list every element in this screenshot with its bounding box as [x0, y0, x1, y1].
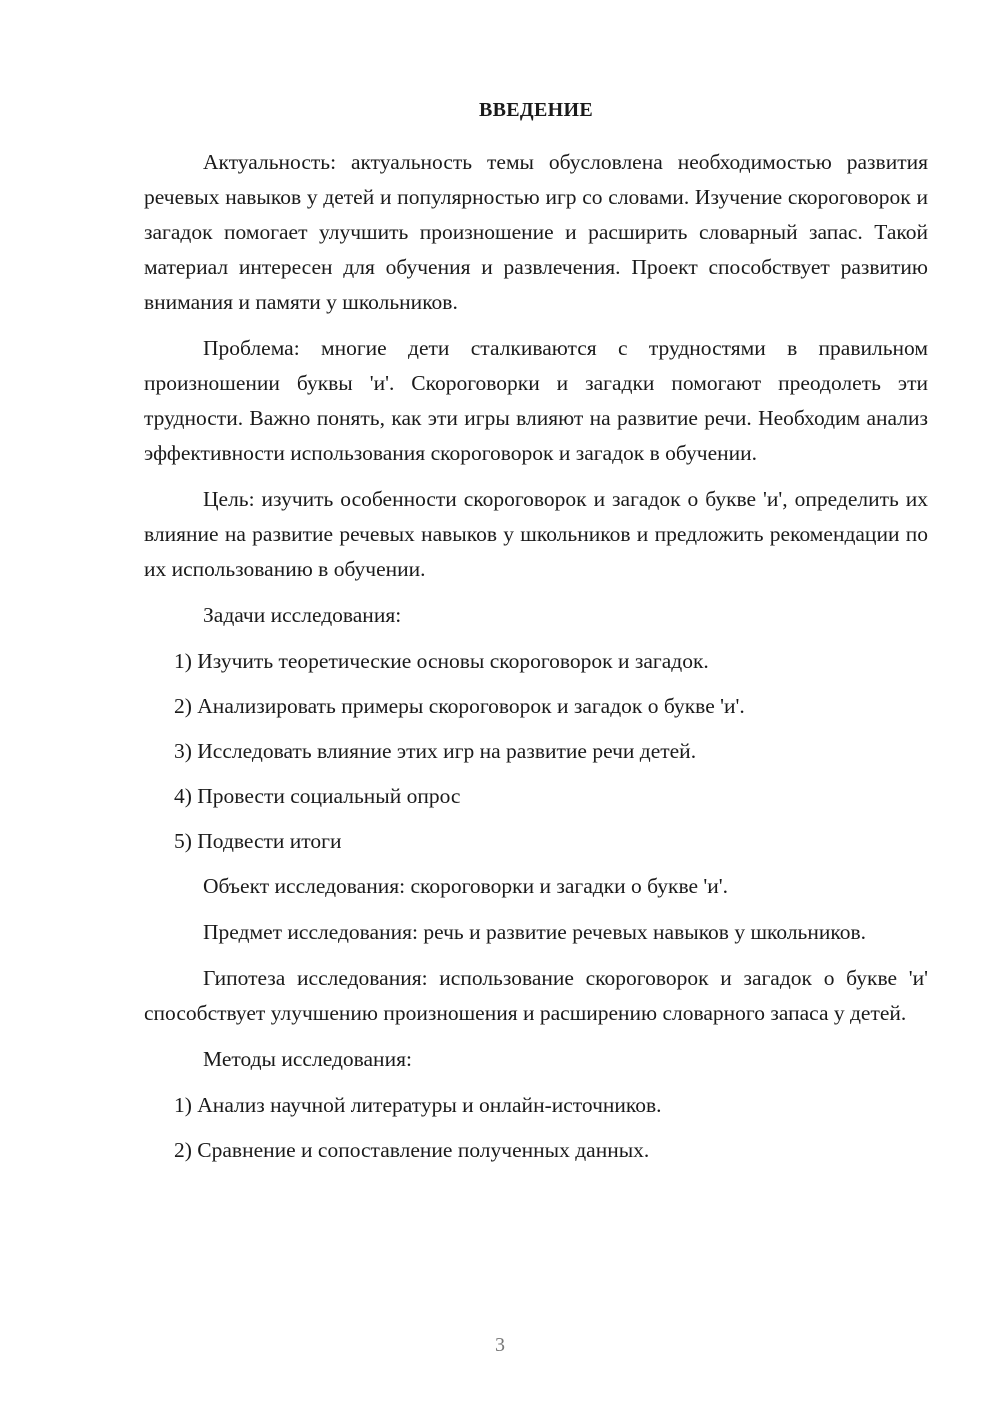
actuality-paragraph: Актуальность: актуальность темы обусловлена необходимостью развития речевых навыков у детей и популярностью игр со словами. Изучение скороговорок и загадок помогает улучшить произношение и расширить словарный запас. Такой материал интересен для обучения и развлечения. Проект способствует развитию внимания и памяти у школьников.: [144, 150, 928, 314]
subject-paragraph: Предмет исследования: речь и развитие речевых навыков у школьников.: [203, 920, 867, 944]
list-item: 5) Подвести итоги: [174, 829, 342, 853]
page-title: ВВЕДЕНИЕ: [479, 99, 593, 121]
list-item: 2) Сравнение и сопоставление полученных данных.: [174, 1138, 650, 1162]
list-item: 3) Исследовать влияние этих игр на развитие речи детей.: [174, 739, 697, 763]
hypothesis-paragraph: Гипотеза исследования: использование скороговорок и загадок о букве 'и' способствует улучшению произношения и расширению словарного запаса у детей.: [144, 966, 928, 1025]
list-item: 1) Изучить теоретические основы скороговорок и загадок.: [174, 649, 709, 673]
list-item: 2) Анализировать примеры скороговорок и загадок о букве 'и'.: [174, 694, 745, 718]
tasks-heading: Задачи исследования:: [203, 603, 402, 627]
goal-paragraph: Цель: изучить особенности скороговорок и загадок о букве 'и', определить их влияние на развитие речевых навыков у школьников и предложить рекомендации по их использованию в обучении.: [144, 487, 928, 581]
list-item: 4) Провести социальный опрос: [174, 784, 461, 808]
problem-paragraph: Проблема: многие дети сталкиваются с трудностями в правильном произношении буквы 'и'. Скороговорки и загадки помогают преодолеть эти трудности. Важно понять, как эти игры влияют на развитие речи. Необходим анализ эффективности использования скороговорок и загадок в обучении.: [144, 336, 928, 465]
methods-heading: Методы исследования:: [203, 1047, 412, 1071]
page-number: 3: [495, 1334, 505, 1356]
list-item: 1) Анализ научной литературы и онлайн-источников.: [174, 1093, 662, 1117]
tasks-list: [144, 644, 928, 859]
methods-list: [144, 1088, 928, 1168]
document-page: [144, 96, 928, 1178]
object-paragraph: Объект исследования: скороговорки и загадки о букве 'и'.: [203, 874, 729, 898]
